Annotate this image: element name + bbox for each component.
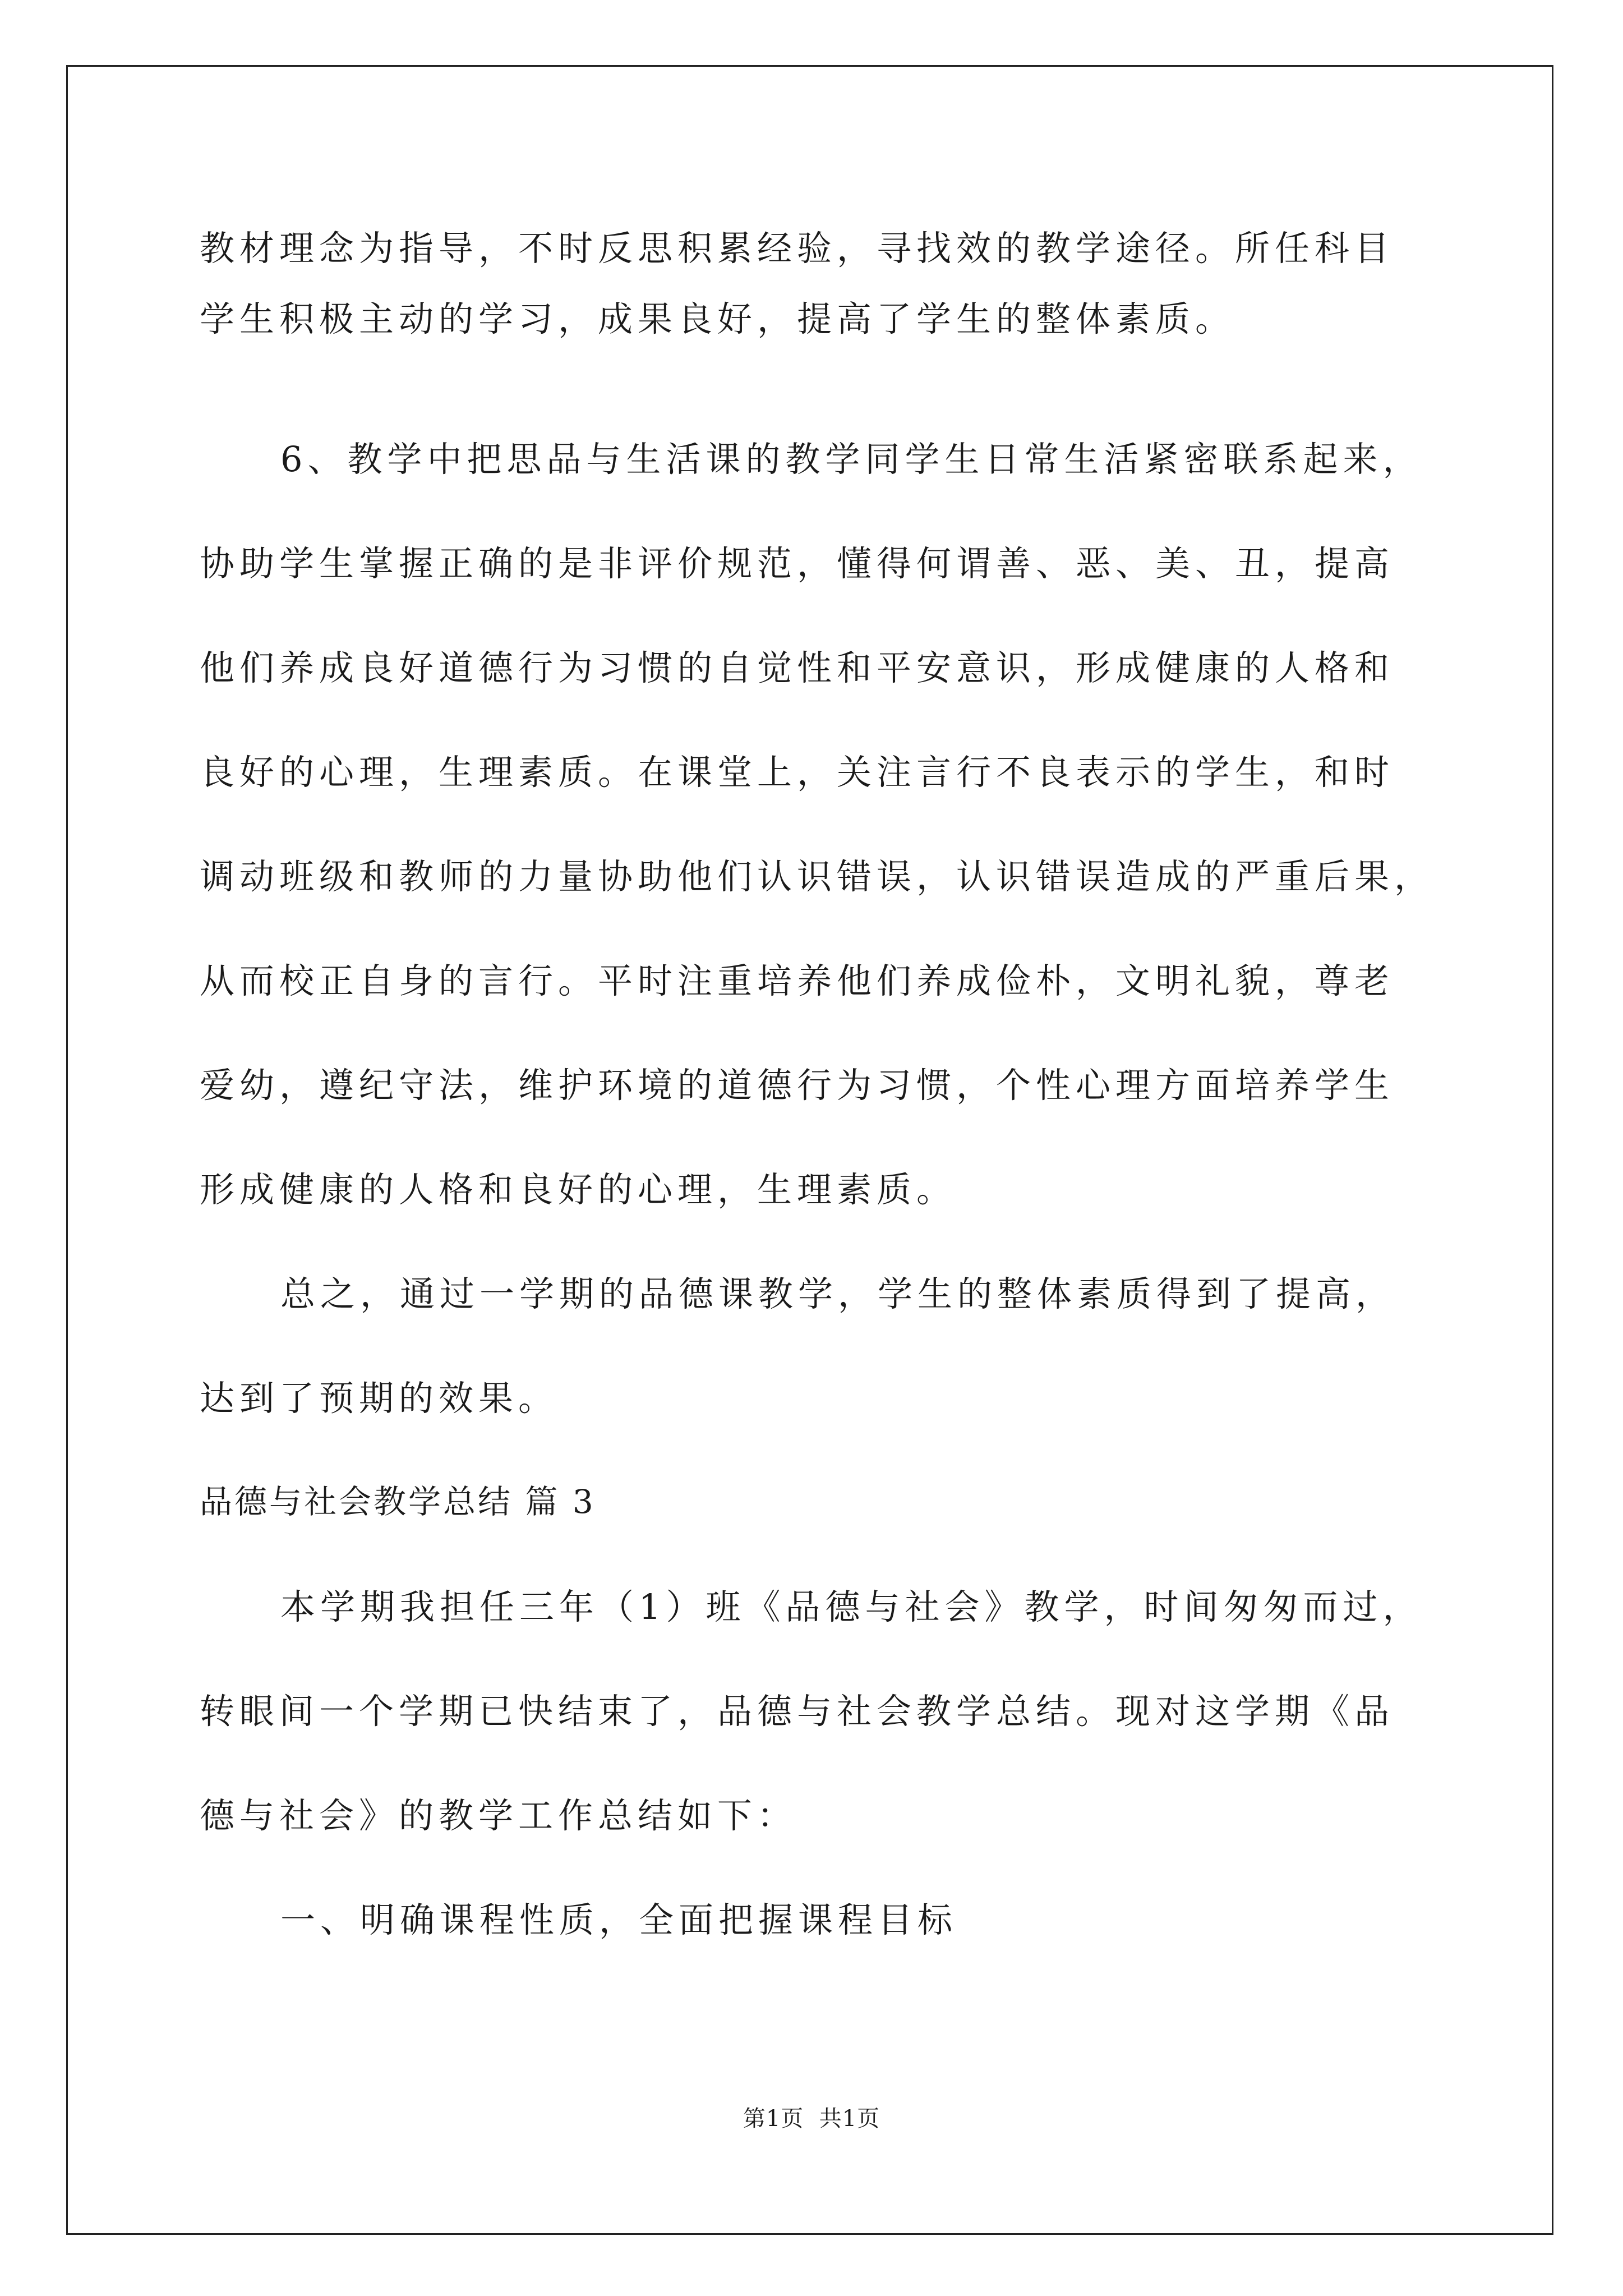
paragraph-1-line-1: 教材理念为指导，不时反思积累经验，寻找效的教学途径。所任科目 (200, 228, 1395, 269)
section-paragraph-1-line-3: 德与社会》的教学工作总结如下： (200, 1795, 797, 1836)
paragraph-2-line-8: 形成健康的人格和良好的心理，生理素质。 (200, 1169, 957, 1210)
paragraph-2-line-1: 6、教学中把思品与生活课的教学同学生日常生活紧密联系起来， (280, 439, 1423, 480)
paragraph-1-line-2: 学生积极主动的学习，成果良好，提高了学生的整体素质。 (200, 298, 1235, 339)
paragraph-3-line-1: 总之，通过一学期的品德课教学，学生的整体素质得到了提高， (280, 1273, 1396, 1314)
section-paragraph-2-line-1: 一、明确课程性质，全面把握课程目标 (280, 1899, 958, 1940)
page-footer: 第1页 共1页 (743, 2106, 880, 2132)
paragraph-3-line-2: 达到了预期的效果。 (200, 1378, 559, 1419)
section-paragraph-1-line-1: 本学期我担任三年（1）班《品德与社会》教学，时间匆匆而过， (280, 1586, 1423, 1627)
section-paragraph-1-line-2: 转眼间一个学期已快结束了，品德与社会教学总结。现对这学期《品 (200, 1691, 1395, 1732)
paragraph-2-line-3: 他们养成良好道德行为习惯的自觉性和平安意识，形成健康的人格和 (200, 647, 1395, 688)
paragraph-2-line-2: 协助学生掌握正确的是非评价规范，懂得何谓善、恶、美、丑，提高 (200, 543, 1395, 584)
paragraph-2-line-6: 从而校正自身的言行。平时注重培养他们养成俭朴，文明礼貌，尊老 (200, 960, 1395, 1001)
section-heading: 品德与社会教学总结 篇 3 (200, 1483, 596, 1521)
paragraph-2-line-7: 爱幼，遵纪守法，维护环境的道德行为习惯，个性心理方面培养学生 (200, 1065, 1395, 1106)
paragraph-2-line-4: 良好的心理，生理素质。在课堂上，关注言行不良表示的学生，和时 (200, 752, 1395, 793)
paragraph-2-line-5: 调动班级和教师的力量协助他们认识错误，认识错误造成的严重后果， (200, 856, 1435, 897)
